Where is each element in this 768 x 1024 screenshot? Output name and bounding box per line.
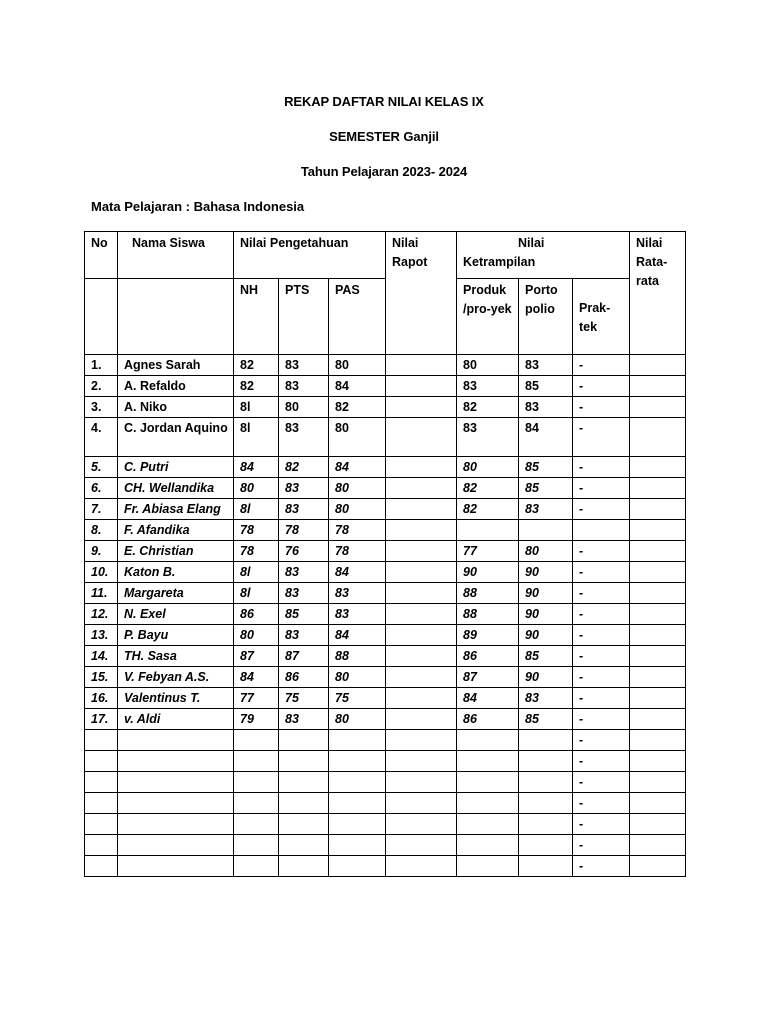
cell-no: 11. — [85, 583, 118, 604]
cell-pts — [279, 814, 329, 835]
cell-produk — [457, 814, 519, 835]
cell-pas — [329, 856, 386, 877]
cell-rata — [630, 772, 686, 793]
cell-pts: 83 — [279, 418, 329, 457]
cell-porto: 85 — [519, 478, 573, 499]
cell-rapot — [386, 730, 457, 751]
cell-rapot — [386, 541, 457, 562]
cell-pts: 83 — [279, 499, 329, 520]
cell-name — [118, 835, 234, 856]
cell-pts: 83 — [279, 583, 329, 604]
cell-rapot — [386, 418, 457, 457]
table-row — [85, 751, 686, 772]
cell-porto: 85 — [519, 646, 573, 667]
cell-nh — [234, 793, 279, 814]
cell-name: A. Refaldo — [118, 376, 234, 397]
cell-pts: 83 — [279, 562, 329, 583]
cell-rapot — [386, 376, 457, 397]
table-row — [85, 667, 686, 688]
cell-porto: 83 — [519, 688, 573, 709]
cell-rapot — [386, 397, 457, 418]
cell-name: Fr. Abiasa Elang — [118, 499, 234, 520]
cell-nh: 82 — [234, 376, 279, 397]
cell-rapot — [386, 478, 457, 499]
cell-praktek: - — [573, 562, 630, 583]
cell-name: CH. Wellandika — [118, 478, 234, 499]
cell-rapot — [386, 835, 457, 856]
cell-nh: 78 — [234, 520, 279, 541]
header-rapot: Nilai Rapot — [386, 232, 457, 355]
cell-rata — [630, 625, 686, 646]
cell-pts — [279, 793, 329, 814]
table-row — [85, 355, 686, 376]
cell-porto: 83 — [519, 499, 573, 520]
table-row — [85, 646, 686, 667]
cell-pts: 78 — [279, 520, 329, 541]
cell-nh — [234, 751, 279, 772]
cell-name: N. Exel — [118, 604, 234, 625]
cell-pas — [329, 814, 386, 835]
cell-rapot — [386, 604, 457, 625]
cell-no — [85, 856, 118, 877]
cell-praktek: - — [573, 646, 630, 667]
cell-praktek: - — [573, 856, 630, 877]
cell-porto — [519, 730, 573, 751]
cell-nh: 8l — [234, 418, 279, 457]
header-praktek: Prak-tek — [573, 279, 630, 355]
cell-rata — [630, 397, 686, 418]
semester-label: SEMESTER Ganjil — [329, 129, 439, 144]
cell-pas: 80 — [329, 667, 386, 688]
cell-pts: 80 — [279, 397, 329, 418]
cell-no: 15. — [85, 667, 118, 688]
cell-pas — [329, 772, 386, 793]
cell-nh: 8l — [234, 562, 279, 583]
cell-produk: 82 — [457, 397, 519, 418]
cell-porto: 90 — [519, 562, 573, 583]
header-rata: Nilai Rata-rata — [630, 232, 686, 355]
cell-produk — [457, 730, 519, 751]
cell-pas: 84 — [329, 457, 386, 478]
cell-produk — [457, 856, 519, 877]
cell-nh: 8l — [234, 397, 279, 418]
cell-name: TH. Sasa — [118, 646, 234, 667]
cell-pts: 83 — [279, 355, 329, 376]
cell-nh: 8l — [234, 583, 279, 604]
cell-produk: 80 — [457, 457, 519, 478]
cell-name: F. Afandika — [118, 520, 234, 541]
cell-name: C. Jordan Aquino — [118, 418, 234, 457]
cell-pts: 86 — [279, 667, 329, 688]
cell-name: Agnes Sarah — [118, 355, 234, 376]
table-row — [85, 562, 686, 583]
cell-produk: 88 — [457, 604, 519, 625]
cell-no — [85, 751, 118, 772]
cell-pas — [329, 730, 386, 751]
cell-produk: 86 — [457, 646, 519, 667]
cell-no: 5. — [85, 457, 118, 478]
cell-nh — [234, 730, 279, 751]
cell-praktek: - — [573, 499, 630, 520]
cell-produk: 82 — [457, 499, 519, 520]
table-row — [85, 709, 686, 730]
cell-porto — [519, 520, 573, 541]
cell-produk: 90 — [457, 562, 519, 583]
cell-porto: 90 — [519, 625, 573, 646]
cell-praktek: - — [573, 376, 630, 397]
cell-praktek: - — [573, 397, 630, 418]
header-no-blank — [85, 279, 118, 355]
cell-pas: 84 — [329, 562, 386, 583]
cell-name — [118, 751, 234, 772]
cell-rapot — [386, 793, 457, 814]
cell-no — [85, 793, 118, 814]
table-row — [85, 688, 686, 709]
cell-porto: 84 — [519, 418, 573, 457]
cell-nh: 79 — [234, 709, 279, 730]
cell-pas: 82 — [329, 397, 386, 418]
cell-rapot — [386, 667, 457, 688]
cell-porto: 90 — [519, 604, 573, 625]
cell-name: Margareta — [118, 583, 234, 604]
cell-produk: 83 — [457, 418, 519, 457]
cell-praktek: - — [573, 541, 630, 562]
cell-praktek: - — [573, 604, 630, 625]
cell-pts: 87 — [279, 646, 329, 667]
table-row — [85, 835, 686, 856]
cell-praktek — [573, 520, 630, 541]
header-row-sub — [85, 279, 686, 355]
cell-nh: 86 — [234, 604, 279, 625]
cell-nh: 77 — [234, 688, 279, 709]
cell-no: 16. — [85, 688, 118, 709]
cell-nh: 80 — [234, 625, 279, 646]
cell-praktek: - — [573, 730, 630, 751]
cell-nh: 84 — [234, 457, 279, 478]
cell-produk — [457, 835, 519, 856]
document-title: REKAP DAFTAR NILAI KELAS IX — [284, 94, 484, 109]
cell-no — [85, 814, 118, 835]
cell-produk: 83 — [457, 376, 519, 397]
cell-no: 3. — [85, 397, 118, 418]
cell-rapot — [386, 751, 457, 772]
cell-rapot — [386, 688, 457, 709]
cell-praktek: - — [573, 667, 630, 688]
cell-name: C. Putri — [118, 457, 234, 478]
cell-porto: 85 — [519, 457, 573, 478]
header-nh: NH — [234, 279, 279, 355]
cell-pts — [279, 751, 329, 772]
cell-porto: 83 — [519, 397, 573, 418]
cell-pas: 80 — [329, 478, 386, 499]
cell-pts: 83 — [279, 709, 329, 730]
cell-name: A. Niko — [118, 397, 234, 418]
header-no: No — [85, 232, 118, 279]
header-nama-blank — [118, 279, 234, 355]
header-pengetahuan: Nilai Pengetahuan — [234, 232, 386, 279]
cell-no: 14. — [85, 646, 118, 667]
cell-pas: 80 — [329, 418, 386, 457]
cell-produk: 87 — [457, 667, 519, 688]
cell-no — [85, 772, 118, 793]
cell-produk: 88 — [457, 583, 519, 604]
cell-rapot — [386, 709, 457, 730]
header-ketrampilan-text: Nilai Ketrampilan — [463, 236, 545, 269]
header-row-main — [85, 232, 686, 279]
cell-pts: 75 — [279, 688, 329, 709]
table-row — [85, 583, 686, 604]
cell-rata — [630, 520, 686, 541]
cell-praktek: - — [573, 625, 630, 646]
table-row — [85, 730, 686, 751]
table-row — [85, 520, 686, 541]
table-row — [85, 376, 686, 397]
cell-praktek: - — [573, 355, 630, 376]
cell-rata — [630, 814, 686, 835]
cell-porto: 90 — [519, 583, 573, 604]
cell-rata — [630, 541, 686, 562]
cell-pas: 80 — [329, 355, 386, 376]
cell-no: 2. — [85, 376, 118, 397]
cell-rata — [630, 793, 686, 814]
header-pas: PAS — [329, 279, 386, 355]
cell-rata — [630, 376, 686, 397]
cell-rata — [630, 709, 686, 730]
cell-produk — [457, 520, 519, 541]
cell-no: 10. — [85, 562, 118, 583]
cell-pas: 84 — [329, 625, 386, 646]
cell-porto — [519, 814, 573, 835]
header-porto: Porto polio — [519, 279, 573, 355]
cell-pas — [329, 793, 386, 814]
cell-pts: 83 — [279, 625, 329, 646]
cell-produk — [457, 772, 519, 793]
header-ketrampilan — [457, 232, 630, 279]
cell-pts — [279, 772, 329, 793]
cell-rapot — [386, 646, 457, 667]
cell-nh — [234, 772, 279, 793]
cell-porto: 85 — [519, 709, 573, 730]
cell-no — [85, 730, 118, 751]
cell-rata — [630, 730, 686, 751]
cell-nh: 78 — [234, 541, 279, 562]
table-row — [85, 772, 686, 793]
cell-name — [118, 772, 234, 793]
cell-no: 12. — [85, 604, 118, 625]
cell-name — [118, 856, 234, 877]
cell-pas: 84 — [329, 376, 386, 397]
cell-no: 6. — [85, 478, 118, 499]
cell-rapot — [386, 625, 457, 646]
table-row — [85, 793, 686, 814]
cell-praktek: - — [573, 835, 630, 856]
cell-pas: 78 — [329, 520, 386, 541]
cell-rata — [630, 457, 686, 478]
cell-pts — [279, 856, 329, 877]
cell-rapot — [386, 499, 457, 520]
cell-name: V. Febyan A.S. — [118, 667, 234, 688]
cell-rapot — [386, 814, 457, 835]
cell-rata — [630, 583, 686, 604]
table-row — [85, 418, 686, 457]
cell-pts: 76 — [279, 541, 329, 562]
cell-name: v. Aldi — [118, 709, 234, 730]
cell-rata — [630, 856, 686, 877]
cell-produk: 80 — [457, 355, 519, 376]
cell-pts — [279, 730, 329, 751]
table-row — [85, 541, 686, 562]
cell-rapot — [386, 520, 457, 541]
cell-rata — [630, 355, 686, 376]
cell-porto: 90 — [519, 667, 573, 688]
cell-praktek: - — [573, 751, 630, 772]
cell-pas: 88 — [329, 646, 386, 667]
cell-name — [118, 793, 234, 814]
cell-rata — [630, 562, 686, 583]
cell-praktek: - — [573, 814, 630, 835]
cell-produk: 84 — [457, 688, 519, 709]
cell-praktek: - — [573, 457, 630, 478]
cell-porto — [519, 793, 573, 814]
cell-rata — [630, 688, 686, 709]
cell-nh — [234, 814, 279, 835]
cell-rata — [630, 499, 686, 520]
cell-pas: 80 — [329, 499, 386, 520]
table-row — [85, 478, 686, 499]
cell-name: Valentinus T. — [118, 688, 234, 709]
cell-nh: 82 — [234, 355, 279, 376]
cell-porto: 80 — [519, 541, 573, 562]
cell-no: 1. — [85, 355, 118, 376]
cell-porto — [519, 835, 573, 856]
cell-pts — [279, 835, 329, 856]
cell-porto — [519, 772, 573, 793]
cell-rata — [630, 751, 686, 772]
cell-pts: 83 — [279, 478, 329, 499]
cell-rapot — [386, 772, 457, 793]
cell-name: E. Christian — [118, 541, 234, 562]
cell-praktek: - — [573, 709, 630, 730]
cell-no: 8. — [85, 520, 118, 541]
grades-table — [84, 231, 686, 877]
header-produk: Produk /pro-yek — [457, 279, 519, 355]
cell-rata — [630, 478, 686, 499]
cell-praktek: - — [573, 772, 630, 793]
cell-name — [118, 730, 234, 751]
header-nama: Nama Siswa — [118, 232, 234, 279]
cell-pas: 80 — [329, 709, 386, 730]
cell-rata — [630, 418, 686, 457]
cell-produk: 86 — [457, 709, 519, 730]
cell-nh: 84 — [234, 667, 279, 688]
cell-rapot — [386, 355, 457, 376]
cell-praktek: - — [573, 688, 630, 709]
cell-produk: 82 — [457, 478, 519, 499]
cell-praktek: - — [573, 583, 630, 604]
cell-produk — [457, 793, 519, 814]
cell-no — [85, 835, 118, 856]
table-row — [85, 856, 686, 877]
cell-pas: 75 — [329, 688, 386, 709]
table-row — [85, 625, 686, 646]
cell-pts: 85 — [279, 604, 329, 625]
cell-name: Katon B. — [118, 562, 234, 583]
cell-pas: 83 — [329, 583, 386, 604]
cell-porto: 85 — [519, 376, 573, 397]
cell-porto — [519, 856, 573, 877]
header-pts: PTS — [279, 279, 329, 355]
cell-pts: 83 — [279, 376, 329, 397]
cell-pas: 78 — [329, 541, 386, 562]
cell-produk — [457, 751, 519, 772]
cell-nh: 87 — [234, 646, 279, 667]
table-row — [85, 814, 686, 835]
cell-name — [118, 814, 234, 835]
cell-pas — [329, 835, 386, 856]
cell-pas — [329, 751, 386, 772]
cell-pts: 82 — [279, 457, 329, 478]
cell-pas: 83 — [329, 604, 386, 625]
cell-nh: 8l — [234, 499, 279, 520]
cell-rata — [630, 604, 686, 625]
cell-rata — [630, 835, 686, 856]
cell-no: 7. — [85, 499, 118, 520]
table-row — [85, 457, 686, 478]
table-row — [85, 604, 686, 625]
academic-year: Tahun Pelajaran 2023- 2024 — [300, 164, 468, 179]
cell-produk: 89 — [457, 625, 519, 646]
cell-praktek: - — [573, 793, 630, 814]
cell-praktek: - — [573, 418, 630, 457]
cell-no: 13. — [85, 625, 118, 646]
table-row — [85, 499, 686, 520]
cell-rapot — [386, 457, 457, 478]
cell-nh — [234, 835, 279, 856]
cell-produk: 77 — [457, 541, 519, 562]
cell-nh: 80 — [234, 478, 279, 499]
cell-rata — [630, 646, 686, 667]
cell-porto: 83 — [519, 355, 573, 376]
cell-rapot — [386, 562, 457, 583]
subject-label: Mata Pelajaran : Bahasa Indonesia — [91, 199, 305, 214]
cell-rapot — [386, 583, 457, 604]
cell-no: 4. — [85, 418, 118, 457]
cell-porto — [519, 751, 573, 772]
cell-rapot — [386, 856, 457, 877]
cell-name: P. Bayu — [118, 625, 234, 646]
cell-no: 17. — [85, 709, 118, 730]
cell-no: 9. — [85, 541, 118, 562]
cell-rata — [630, 667, 686, 688]
table-row — [85, 397, 686, 418]
cell-praktek: - — [573, 478, 630, 499]
cell-nh — [234, 856, 279, 877]
